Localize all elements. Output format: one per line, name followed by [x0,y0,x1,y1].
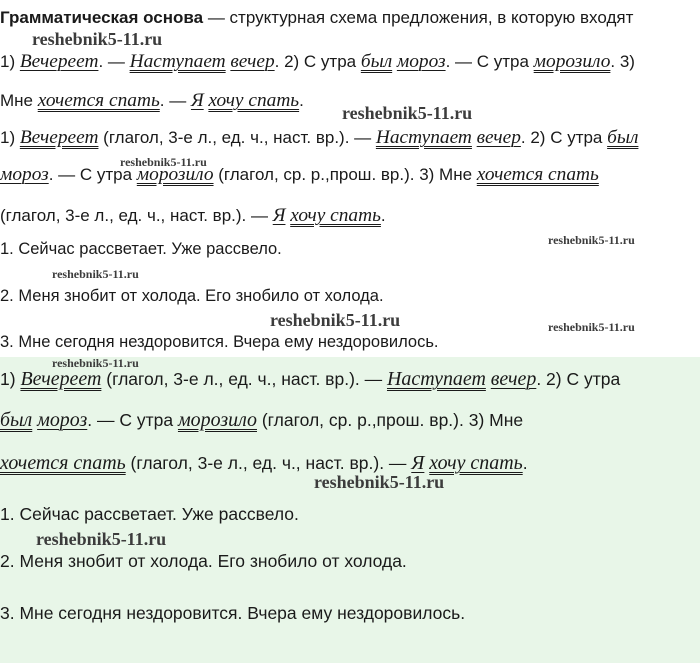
predicate: был [360,51,393,72]
example-line-2: Мне хочется спать. — Я хочу спать. [0,90,304,111]
subject: Вечереет [19,51,99,72]
predicate: морозило [136,164,214,185]
predicate: Наступает [375,127,472,148]
answer1-line-3: (глагол, 3-е л., ед. ч., наст. вр.). — Я хочу спать. [0,205,386,226]
predicate: морозило [177,409,257,431]
predicate: хочу спать [429,452,523,474]
predicate: Вечереет [19,127,99,148]
subject: мороз [37,409,88,431]
watermark: reshebnik5-11.ru [36,529,167,549]
answer1-line-1: 1) Вечереет (глагол, 3-е л., ед. ч., наст. вр.). — Наступает вечер. 2) С утра был [0,127,639,148]
subject: вечер [476,127,521,148]
watermark: reshebnik5-11.ru [314,472,445,492]
term: Грамматическая основа [0,8,204,27]
answer2-sentence-1: 1. Сейчас рассветает. Уже рассвело. [0,504,299,524]
subject: мороз [396,51,446,72]
predicate: был [607,127,639,148]
predicate: Вечереет [20,368,102,390]
answer2-line-3: хочется спать (глагол, 3-е л., ед. ч., наст. вр.). — Я хочу спать. [0,452,528,474]
watermark: reshebnik5-11.ru [32,29,163,49]
watermark: reshebnik5-11.ru [548,320,635,334]
answer2-sentence-2: 2. Меня знобит от холода. Его знобило от холода. [0,551,407,571]
answer1-sentence-1: 1. Сейчас рассветает. Уже рассвело. [0,240,282,258]
example-line-1: 1) Вечереет. — Наступает вечер. 2) С утра был мороз. — С утра морозило. 3) [0,51,635,72]
predicate: хочется спать [37,90,160,111]
watermark: reshebnik5-11.ru [548,233,635,247]
answer1-sentence-3: 3. Мне сегодня нездоровится. Вчера ему нездоровилось. [0,333,439,351]
predicate: Наступает [386,368,486,390]
answer1-sentence-2: 2. Меня знобит от холода. Его знобило от холода. [0,287,384,305]
watermark: reshebnik5-11.ru [52,267,139,281]
predicate: хочу спать [208,90,300,111]
watermark: reshebnik5-11.ru [120,155,207,169]
subject: Я [190,90,204,111]
answer2-line-2: был мороз. — С утра морозило (глагол, ср. р.,прош. вр.). 3) Мне [0,409,524,431]
predicate: хочется спать [0,452,126,474]
definition-line: Грамматическая основа — структурная схема предложения, в которую входят [0,8,634,27]
predicate: был [0,409,33,431]
predicate: хочу спать [290,205,381,226]
subject: мороз [0,164,49,185]
predicate: морозило [533,51,611,72]
subject: вечер [490,368,537,390]
predicate: хочется спать [476,164,599,185]
predicate: Наступает [129,51,226,72]
watermark: reshebnik5-11.ru [52,356,139,370]
subject: Я [411,452,425,474]
answer2-sentence-3: 3. Мне сегодня нездоровится. Вчера ему нездоровилось. [0,603,466,623]
watermark: reshebnik5-11.ru [270,310,401,330]
watermark: reshebnik5-11.ru [342,103,473,123]
subject: вечер [230,51,275,72]
answer1-line-2: мороз. — С утра морозило (глагол, ср. р.,прош. вр.). 3) Мне хочется спать [0,164,599,185]
answer2-line-1: 1) Вечереет (глагол, 3-е л., ед. ч., наст. вр.). — Наступает вечер. 2) С утра [0,368,621,390]
subject: Я [272,205,286,226]
